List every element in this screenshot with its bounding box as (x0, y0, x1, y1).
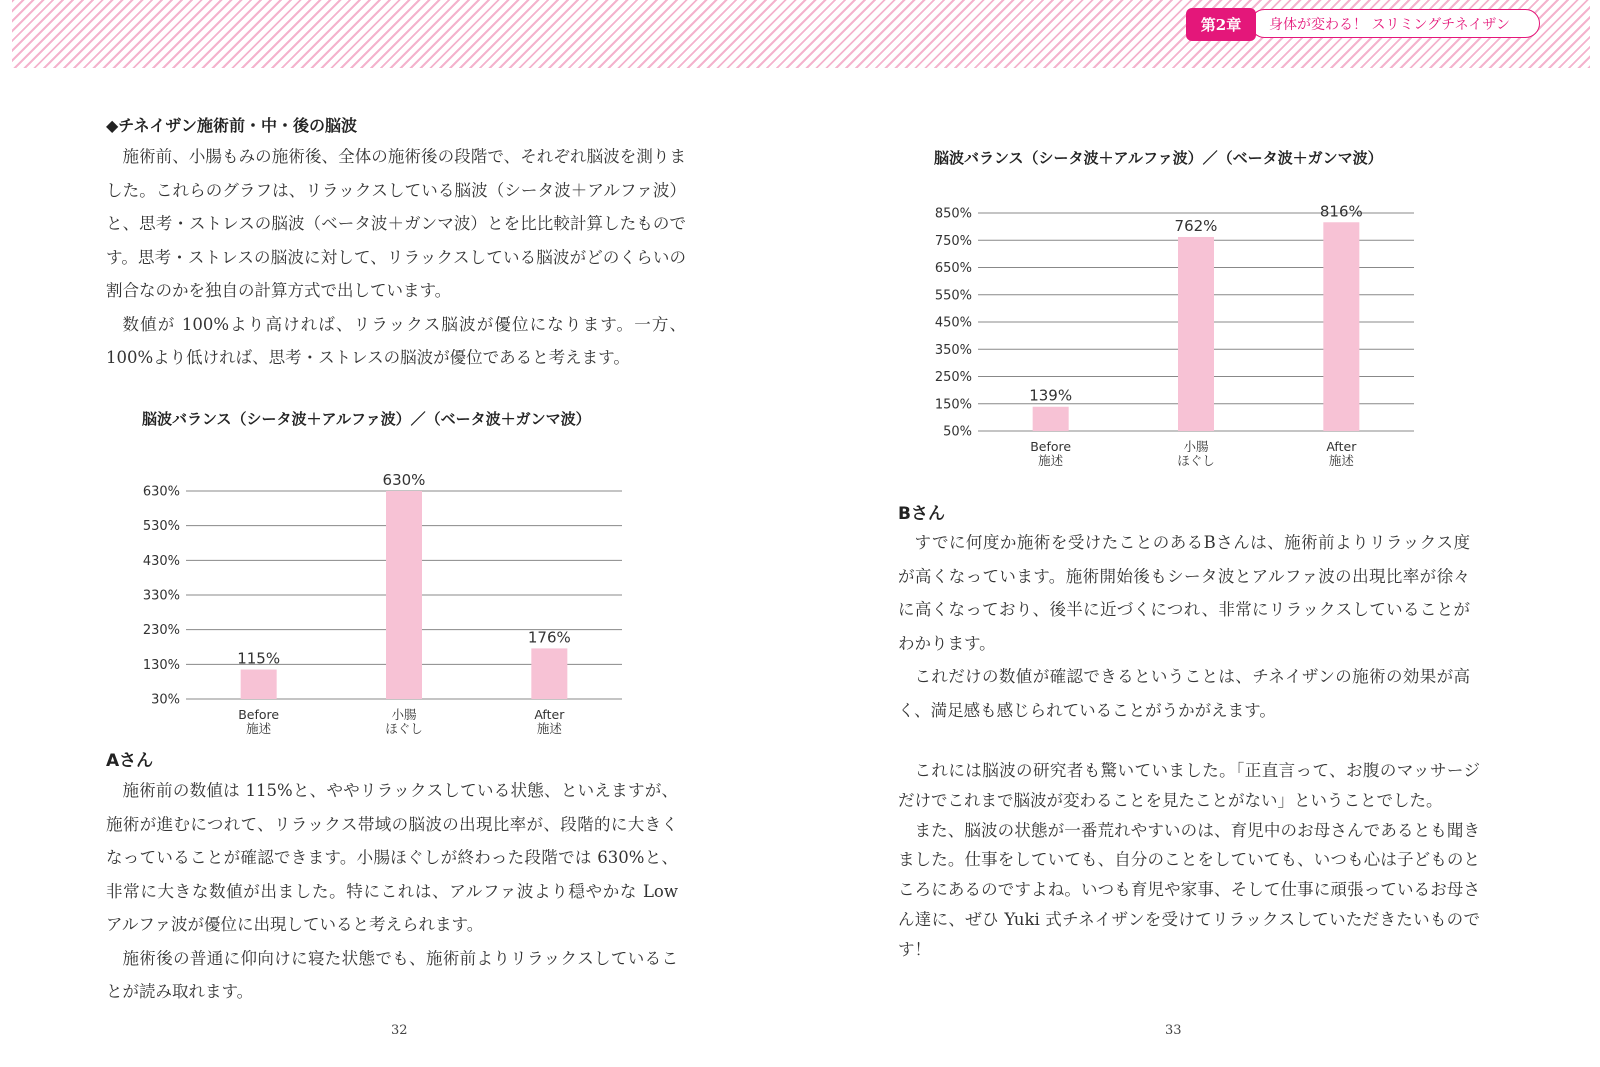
chart-b-category-label: ほぐし (1177, 453, 1215, 468)
person-a-heading: Aさん (106, 751, 154, 771)
person-a-paragraph-2: 施術後の普通に仰向けに寝た状態でも、施術前よりリラックスしていることが読み取れます。 (106, 948, 678, 1001)
chart-b-data-label: 762% (1174, 216, 1218, 235)
chart-b-svg (912, 192, 1432, 474)
chart-a-category-label: 小腸 (391, 707, 417, 722)
closing-paragraph-1: これには脳波の研究者も驚いていました。「正直言って、お腹のマッサージだけでこれまで脳波が変わることを見たことがない」ということでした。 (898, 761, 1480, 810)
person-b-text (898, 526, 1470, 727)
chart-a-category-label: Before (238, 707, 280, 722)
chart-b-title: 脳波バランス（シータ波＋アルファ波）／（ベータ波＋ガンマ波） (934, 149, 1383, 167)
chart-a-data-label: 115% (237, 649, 281, 668)
chart-b-y-tick-label: 850% (934, 206, 972, 222)
chart-b-data-label: 816% (1319, 202, 1363, 221)
chart-b-y-tick-label: 550% (934, 288, 972, 304)
chart-a-y-tick-label: 30% (151, 692, 180, 708)
chart-b-category-label: 施述 (1038, 453, 1064, 468)
chart-b-data-label: 139% (1029, 386, 1073, 405)
chapter-badge (1186, 8, 1256, 41)
chart-a-svg (120, 458, 640, 743)
chapter-title-text: 身体が変わる！ スリミングチネイザン (1269, 16, 1511, 33)
chart-a-bar (531, 648, 567, 699)
chart-a-bar (241, 670, 277, 699)
chart-b (912, 192, 1432, 474)
chart-a-y-tick-label: 530% (142, 519, 180, 535)
chart-b-category-label: 小腸 (1183, 439, 1209, 454)
chart-a-y-tick-label: 230% (142, 623, 180, 639)
chart-a-y-tick-label: 130% (142, 657, 180, 673)
chart-a-category-label: 施述 (536, 721, 562, 736)
closing-paragraph-2: また、脳波の状態が一番荒れやすいのは、育児中のお母さんであるとも聞きました。仕事をしていても、自分のことをしていても、いつも心は子どものところにあるのですよね。いつも育児や家事、そして仕事に頑張っているお母さん達に、ぜひ Yuki 式チネイザンを受けてリラックスしていただきたいものです！ (898, 820, 1481, 959)
chart-b-y-tick-label: 50% (943, 424, 972, 440)
page-number-right: 33 (1165, 1023, 1182, 1038)
page-number-left: 32 (391, 1023, 408, 1038)
chapter-label: 第2章 (1200, 16, 1242, 34)
person-b-paragraph-1: すでに何度か施術を受けたことのあるBさんは、施術前よりリラックス度が高くなっています。施術開始後もシータ波とアルファ波の出現比率が徐々に高くなっており、後半に近づくにつれ、非常にリラックスしていることがわかります。 (898, 533, 1470, 653)
chart-a-category-label: 施述 (246, 721, 272, 736)
intro-paragraph-2: 数値が 100%より高ければ、リラックス脳波が優位になります。一方、100%より低ければ、思考・ストレスの脳波が優位であると考えます。 (106, 314, 686, 367)
person-b-heading: Bさん (898, 504, 945, 524)
intro-paragraph-1: 施術前、小腸もみの施術後、全体の施術後の段階で、それぞれ脳波を測りました。これらのグラフは、リラックスしている脳波（シータ波＋アルファ波）と、思考・ストレスの脳波（ベータ波＋ガンマ波）とを比比較計算したものです。思考・ストレスの脳波に対して、リラックスしている脳波がどのくらいの割合なのかを独自の計算方式で出しています。 (106, 147, 686, 300)
person-b-paragraph-2: これだけの数値が確認できるということは、チネイザンの施術の効果が高く、満足感も感じられていることがうかがえます。 (898, 667, 1470, 720)
chart-a-data-label: 630% (382, 471, 426, 489)
chart-a-y-tick-label: 330% (142, 588, 180, 604)
chart-b-y-tick-label: 750% (934, 233, 972, 249)
chapter-title-tab (1250, 9, 1540, 38)
chart-a-data-label: 176% (527, 628, 571, 647)
intro-text (106, 140, 686, 375)
chart-a-y-tick-label: 430% (142, 553, 180, 569)
chart-b-category-label: Before (1030, 439, 1072, 454)
chart-b-y-tick-label: 650% (934, 261, 972, 276)
chart-b-y-tick-label: 450% (934, 315, 972, 331)
chart-a-y-tick-label: 630% (142, 484, 180, 500)
chart-a-category-label: After (534, 707, 565, 722)
chart-b-category-label: After (1326, 439, 1357, 454)
chart-a-bar (386, 491, 422, 699)
person-a-text (106, 774, 678, 1009)
chart-a-category-label: ほぐし (385, 721, 423, 736)
closing-text (898, 756, 1480, 965)
person-a-paragraph-1: 施術前の数値は 115%と、ややリラックスしている状態、といえますが、施術が進むにつれて、リラックス帯域の脳波の出現比率が、段階的に大きくなっていることが確認できます。小腸ほぐしが終わった段階では 630%と、非常に大きな数値が出ました。特にこれは、アルファ波より穏やかな Low アルファ波が優位に出現していると考えられます。 (106, 781, 678, 934)
section-heading: ◆チネイザン施術前・中・後の脳波 (106, 116, 358, 135)
chart-a-title: 脳波バランス（シータ波＋アルファ波）／（ベータ波＋ガンマ波） (142, 410, 591, 428)
chart-b-bar (1323, 222, 1359, 431)
chart-b-y-tick-label: 350% (934, 342, 972, 358)
chart-b-y-tick-label: 250% (934, 370, 972, 385)
chart-b-bar (1033, 407, 1069, 431)
chart-a (120, 458, 640, 743)
chart-b-y-tick-label: 150% (934, 397, 972, 413)
chart-b-category-label: 施述 (1328, 453, 1354, 468)
chart-b-bar (1178, 237, 1214, 431)
